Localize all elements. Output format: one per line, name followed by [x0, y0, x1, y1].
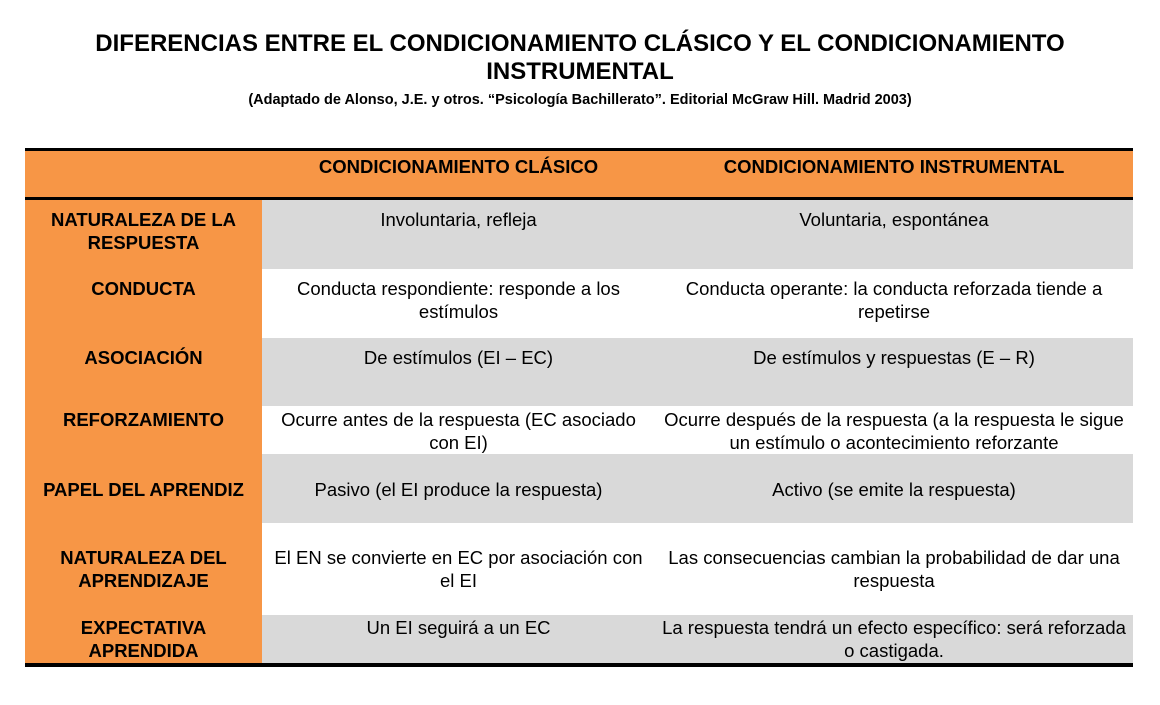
- row-label: REFORZAMIENTO: [25, 406, 262, 454]
- row-label: ASOCIACIÓN: [25, 338, 262, 406]
- cell-instrumental: Voluntaria, espontánea: [655, 199, 1133, 269]
- document-title: DIFERENCIAS ENTRE EL CONDICIONAMIENTO CLÁSICO Y EL CONDICIONAMIENTO INSTRUMENTAL: [95, 30, 1065, 85]
- row-label: EXPECTATIVA APRENDIDA: [25, 615, 262, 665]
- header-empty: [25, 150, 262, 199]
- table-row: [25, 454, 1133, 523]
- cell-clasico: Un EI seguirá a un EC: [262, 615, 655, 665]
- row-label: CONDUCTA: [25, 269, 262, 338]
- table-row: [25, 199, 1133, 269]
- table-row: [25, 269, 1133, 338]
- table-row: [25, 338, 1133, 406]
- table-row: [25, 615, 1133, 665]
- cell-instrumental: Ocurre después de la respuesta (a la respuesta le sigue un estímulo o acontecimiento reforzante: [655, 406, 1133, 454]
- cell-clasico: Pasivo (el EI produce la respuesta): [262, 454, 655, 523]
- header-clasico: CONDICIONAMIENTO CLÁSICO: [262, 150, 655, 199]
- header-instrumental: CONDICIONAMIENTO INSTRUMENTAL: [655, 150, 1133, 199]
- table-row: [25, 406, 1133, 454]
- cell-instrumental: La respuesta tendrá un efecto específico: será reforzada o castigada.: [655, 615, 1133, 665]
- cell-clasico: Conducta respondiente: responde a los estímulos: [262, 269, 655, 338]
- row-label: NATURALEZA DEL APRENDIZAJE: [25, 523, 262, 615]
- cell-clasico: Ocurre antes de la respuesta (EC asociado con EI): [262, 406, 655, 454]
- table-header-row: [25, 150, 1133, 199]
- row-label: NATURALEZA DE LA RESPUESTA: [25, 199, 262, 269]
- row-label: PAPEL DEL APRENDIZ: [25, 454, 262, 523]
- table-row: [25, 523, 1133, 615]
- cell-clasico: El EN se convierte en EC por asociación con el EI: [262, 523, 655, 615]
- cell-clasico: Involuntaria, refleja: [262, 199, 655, 269]
- cell-instrumental: Activo (se emite la respuesta): [655, 454, 1133, 523]
- comparison-table: [25, 148, 1133, 667]
- document-subtitle: (Adaptado de Alonso, J.E. y otros. “Psicología Bachillerato”. Editorial McGraw Hill. Madrid 2003): [248, 92, 912, 108]
- cell-clasico: De estímulos (EI – EC): [262, 338, 655, 406]
- cell-instrumental: Las consecuencias cambian la probabilidad de dar una respuesta: [655, 523, 1133, 615]
- cell-instrumental: Conducta operante: la conducta reforzada tiende a repetirse: [655, 269, 1133, 338]
- cell-instrumental: De estímulos y respuestas (E – R): [655, 338, 1133, 406]
